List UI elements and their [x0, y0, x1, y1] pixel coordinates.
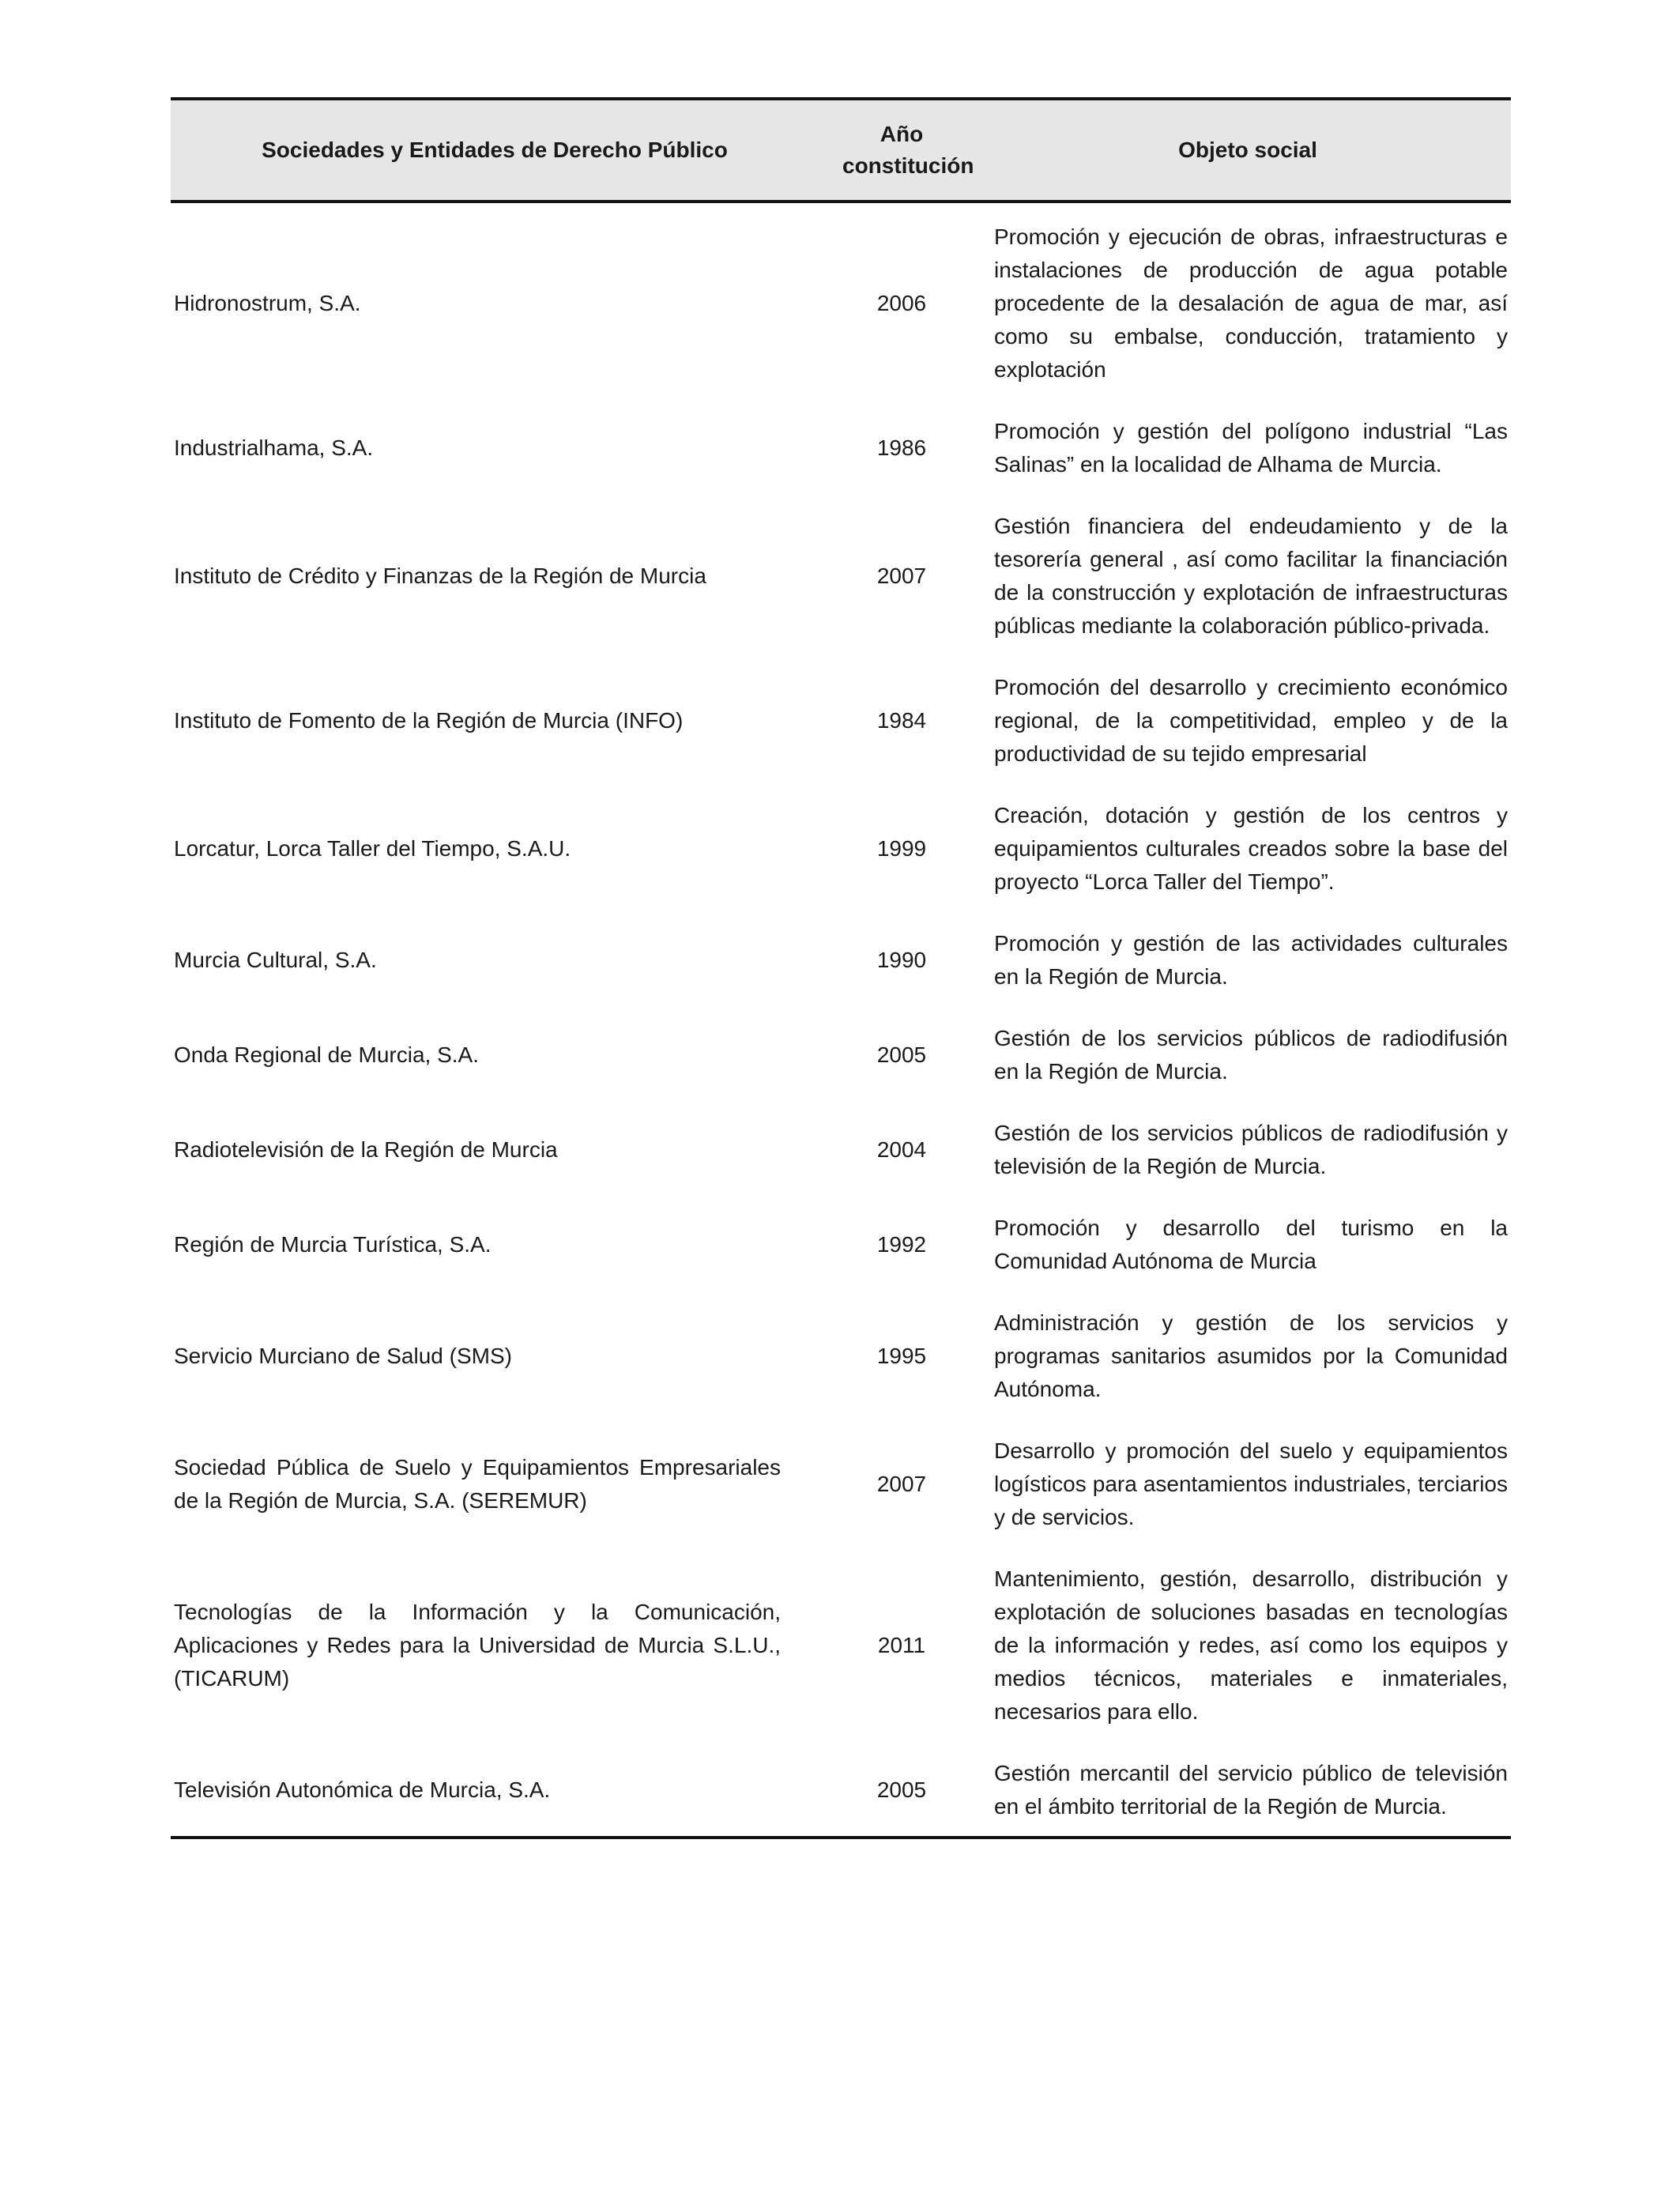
entity-name: Hidronostrum, S.A. — [174, 291, 361, 315]
header-object: Objeto social — [985, 99, 1511, 202]
social-object: Gestión de los servicios públicos de radiodifusión en la Región de Murcia. — [994, 1026, 1508, 1084]
table-row — [171, 1103, 1511, 1197]
table-row — [171, 785, 1511, 913]
entity-name: Instituto de Crédito y Finanzas de la Región de Murcia — [174, 564, 706, 588]
table-row — [171, 1008, 1511, 1103]
header-entity: Sociedades y Entidades de Derecho Público — [171, 99, 819, 202]
year-founded: 1990 — [876, 948, 927, 972]
table-row — [171, 1743, 1511, 1838]
table-row — [171, 1197, 1511, 1292]
entity-name: Lorcatur, Lorca Taller del Tiempo, S.A.U. — [174, 836, 571, 861]
year-founded: 1986 — [876, 435, 927, 460]
header-year-label: Año constitución — [842, 122, 974, 178]
social-object: Gestión de los servicios públicos de radiodifusión y televisión de la Región de Murcia. — [994, 1121, 1508, 1178]
table-row — [171, 202, 1511, 401]
table-row — [171, 657, 1511, 785]
header-year — [819, 99, 985, 202]
table-header-row — [171, 99, 1511, 202]
social-object: Promoción y ejecución de obras, infraestructuras e instalaciones de producción de agua potable procedente de la desalación de agua de mar, así como su embalse, conducción, tratamiento y explotación — [994, 224, 1508, 382]
social-object: Promoción y gestión del polígono industrial “Las Salinas” en la localidad de Alhama de Murcia. — [994, 419, 1508, 477]
social-object: Promoción del desarrollo y crecimiento económico regional, de la competitividad, empleo y de la productividad de su tejido empresarial — [994, 675, 1508, 766]
entity-name: Televisión Autonómica de Murcia, S.A. — [171, 1743, 819, 1838]
table-row — [171, 496, 1511, 657]
entity-name: Murcia Cultural, S.A. — [174, 948, 377, 972]
year-founded: 2007 — [876, 564, 927, 588]
year-founded: 2005 — [876, 1042, 927, 1067]
entity-name: Sociedad Pública de Suelo y Equipamientos Empresariales de la Región de Murcia, S.A. (SEREMUR) — [174, 1455, 781, 1513]
social-object: Desarrollo y promoción del suelo y equipamientos logísticos para asentamientos industriales, terciarios y de servicios. — [994, 1438, 1508, 1529]
table-row — [171, 1548, 1511, 1743]
social-object: Mantenimiento, gestión, desarrollo, distribución y explotación de soluciones basadas en tecnologías de la información y redes, así como los equipos y medios técnicos, materiales e inmateriales, necesarios para ello. — [994, 1566, 1508, 1724]
social-object: Creación, dotación y gestión de los centros y equipamientos culturales creados sobre la base del proyecto “Lorca Taller del Tiempo”. — [994, 803, 1508, 894]
table-row — [171, 913, 1511, 1008]
year-founded: 1984 — [876, 708, 927, 733]
entity-name: Onda Regional de Murcia, S.A. — [174, 1042, 479, 1067]
year-founded: 2011 — [877, 1633, 926, 1657]
table-row — [171, 401, 1511, 496]
table-row — [171, 1420, 1511, 1548]
year-founded: 2006 — [876, 291, 927, 315]
year-founded: 2004 — [876, 1137, 927, 1162]
year-founded: 2005 — [819, 1743, 985, 1838]
year-founded: 1999 — [876, 836, 927, 861]
social-object: Promoción y gestión de las actividades culturales en la Región de Murcia. — [994, 931, 1508, 989]
year-founded: 1992 — [876, 1232, 927, 1257]
social-object: Gestión mercantil del servicio público de televisión en el ámbito territorial de la Región de Murcia. — [985, 1743, 1511, 1838]
entities-table-container — [171, 97, 1511, 1839]
entity-name: Instituto de Fomento de la Región de Murcia (INFO) — [174, 708, 684, 733]
table-row — [171, 1292, 1511, 1420]
social-object: Gestión financiera del endeudamiento y de la tesorería general , así como facilitar la financiación de la construcción y explotación de infraestructuras públicas mediante la colaboración público-privada. — [994, 514, 1508, 638]
social-object: Administración y gestión de los servicios y programas sanitarios asumidos por la Comunidad Autónoma. — [994, 1310, 1508, 1401]
entity-name: Tecnologías de la Información y la Comunicación, Aplicaciones y Redes para la Universidad de Murcia S.L.U., (TICARUM) — [174, 1600, 781, 1691]
year-founded: 2007 — [876, 1472, 927, 1496]
year-founded: 1995 — [876, 1344, 927, 1368]
table-body — [171, 202, 1511, 1838]
social-object: Promoción y desarrollo del turismo en la Comunidad Autónoma de Murcia — [994, 1216, 1508, 1273]
entity-name: Industrialhama, S.A. — [174, 435, 374, 460]
entity-name: Radiotelevisión de la Región de Murcia — [174, 1137, 558, 1162]
entities-table — [171, 97, 1511, 1839]
entity-name: Servicio Murciano de Salud (SMS) — [174, 1344, 512, 1368]
entity-name: Región de Murcia Turística, S.A. — [174, 1232, 492, 1257]
